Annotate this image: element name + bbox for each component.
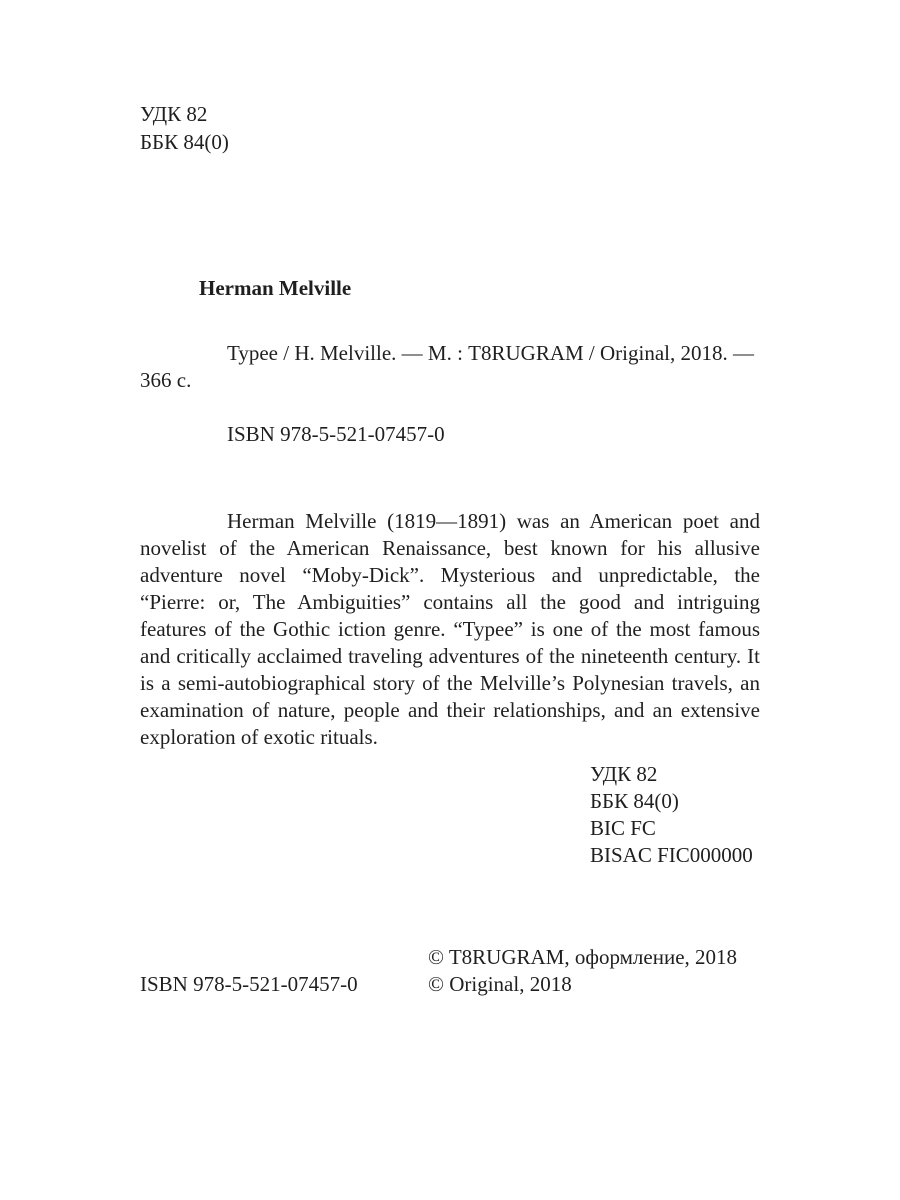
classification-codes-block [590, 761, 760, 869]
copyright-column [428, 944, 760, 998]
bibliographic-record: Typee / H. Melville. — М. : T8RUGRAM / Original, 2018. — 366 с. [140, 341, 754, 392]
udk-code-top: УДК 82 [140, 102, 208, 126]
isbn-bottom: ISBN 978-5-521-07457-0 [140, 972, 358, 996]
bisac-code: BISAC FIC000000 [590, 843, 753, 867]
bbk-code-top: ББК 84(0) [140, 130, 229, 154]
bbk-code: ББК 84(0) [590, 789, 679, 813]
udk-code: УДК 82 [590, 762, 658, 786]
annotation-paragraph: Herman Melville (1819—1891) was an American poet and novelist of the American Renaissance, best known for his allusive adventure novel “Moby-Dick”. Mysterious and unpredictable, the “Pierre: or, The Ambiguities” contains all the good and intriguing features of the Gothic iction genre. “Typee” is one of the most famous and critically acclaimed traveling adventures of the nineteenth century. It is a semi-autobiographical story of the Melville’s Polynesian travels, an examination of nature, people and their relationships, and an extensive exploration of exotic rituals. [140, 509, 760, 749]
copyright-block [140, 944, 760, 998]
isbn-line: ISBN 978-5-521-07457-0 [227, 422, 445, 446]
copyright-original-line: © Original, 2018 [428, 972, 572, 996]
top-classification-codes [140, 100, 760, 156]
author-name: Herman Melville [199, 276, 352, 300]
page-content [140, 0, 760, 1200]
bic-code: BIC FC [590, 816, 656, 840]
copyright-design-line: © T8RUGRAM, оформление, 2018 [428, 945, 738, 969]
